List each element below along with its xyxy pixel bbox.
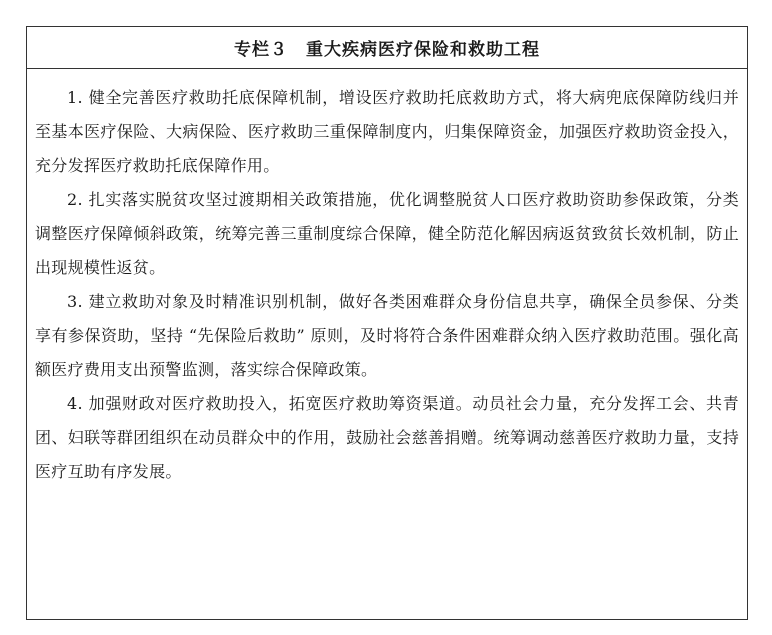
paragraph-3: 3. 建立救助对象及时精准识别机制，做好各类困难群众身份信息共享，确保全员参保、分类享有参保资助，坚持 “先保险后救助” 原则，及时将符合条件困难群众纳入医疗救助范围。强化高额医疗费用支出预警监测，落实综合保障政策。 xyxy=(35,292,739,379)
column-box xyxy=(26,26,748,620)
paragraph-2: 2. 扎实落实脱贫攻坚过渡期相关政策措施，优化调整脱贫人口医疗救助资助参保政策，分类调整医疗保障倾斜政策，统筹完善三重制度综合保障，健全防范化解因病返贫致贫长效机制，防止出现规模性返贫。 xyxy=(35,190,739,277)
paragraph-1: 1. 健全完善医疗救助托底保障机制，增设医疗救助托底救助方式，将大病兜底保障防线归并至基本医疗保险、大病保险、医疗救助三重保障制度内，归集保障资金，加强医疗救助资金投入，充分发挥医疗救助托底保障作用。 xyxy=(35,88,739,175)
paragraph-4: 4. 加强财政对医疗救助投入，拓宽医疗救助筹资渠道。动员社会力量，充分发挥工会、共青团、妇联等群团组织在动员群众中的作用，鼓励社会慈善捐赠。统筹调动慈善医疗救助力量，支持医疗互助有序发展。 xyxy=(35,394,739,481)
column-header xyxy=(27,27,747,69)
column-title: 专栏３ 重大疾病医疗保险和救助工程 xyxy=(234,40,540,60)
column-body xyxy=(27,69,747,489)
